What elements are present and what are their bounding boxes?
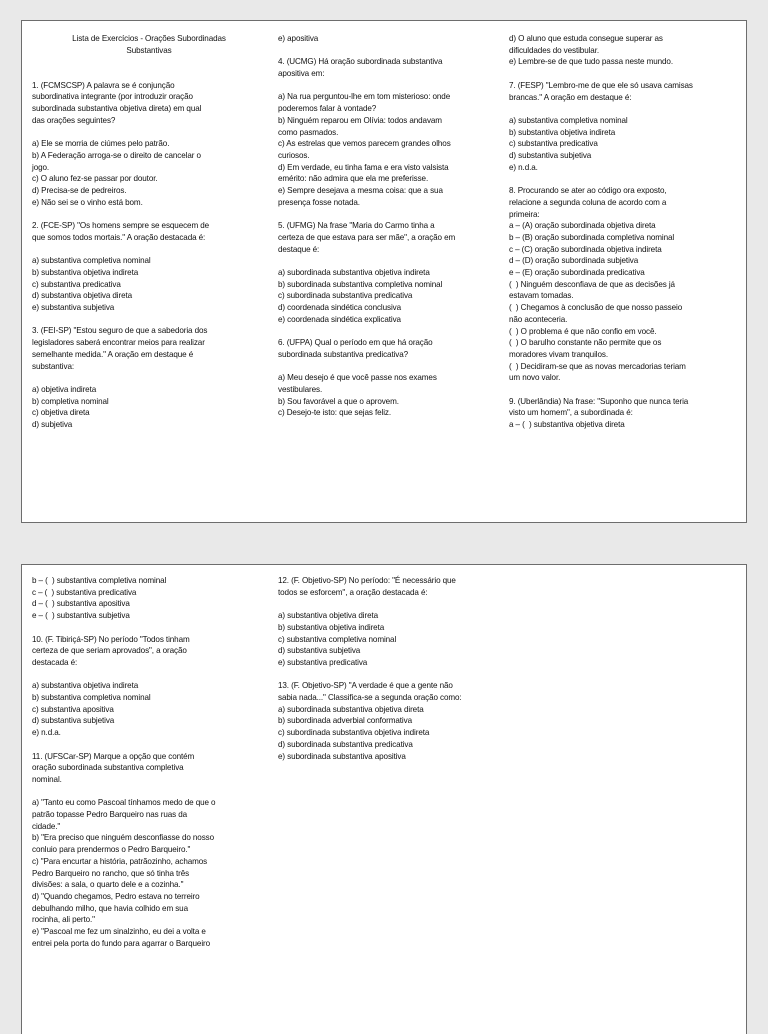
question-3-option-e: e) apositiva [278, 34, 319, 43]
page1-column-2 [278, 33, 512, 419]
question-4: 4. (UCMG) Há oração subordinada substantiva apositiva em: [278, 57, 443, 79]
question-10-options: a) substantiva objetiva indireta b) substantiva completiva nominal c) substantiva apositiva d) substantiva subjetiva e) n.d.a. [32, 681, 151, 738]
question-7-options: a) substantiva completiva nominal b) substantiva objetiva indireta c) substantiva predicativa d) substantiva subjetiva e) n.d.a. [509, 115, 628, 172]
document-page-1 [21, 20, 747, 523]
question-5: 5. (UFMG) Na frase "Maria do Carmo tinha a certeza de que estava para ser mãe", a oração em destaque é: [278, 221, 456, 254]
question-11-options: a) "Tanto eu como Pascoal tínhamos medo de que o patrão topasse Pedro Barqueiro nas ruas da cidade." b) "Era preciso que ninguém desconfiasse do nosso conluio para prendermos o Pedro Barqueiro." c) "Para encurtar a história, patrãozinho, achamos Pedro Barqueiro no rancho, que só tinha três divisões: a sala, o quarto dele e a cozinha." d) "Quando chegamos, Pedro estava no terreiro debulhando milho, que havia colhido em sua rocinha, ali perto." e) "Pascoal me fez um sinalzinho, eu dei a volta e entrei pela porta do fundo para agarrar o Barqueiro [32, 798, 216, 948]
question-8: 8. Procurando se ater ao código ora exposto, relacione a segunda coluna de acordo com a primeira: a – (A) oração subordinada objetiva direta b – (B) oração subordinada completiva nominal c – (C) oração subordinada objetiva indireta d – (D) oração subordinada subjetiva e – (E) oração subordinada predicativa ( ) Ninguém desconfiava de que as decisões já estavam tomadas. ( ) Chegamos à conclusão de que nosso passeio não aconteceria. ( ) O problema é que não confio em você. ( ) O barulho constante não permite que os moradores vivam tranquilos. ( ) Decidiram-se que as novas mercadorias teriam um novo valor. [509, 186, 686, 383]
question-1-options: a) Ele se morria de ciúmes pelo patrão. b) A Federação arroga-se o direito de cancelar o jogo. c) O aluno fez-se passar por doutor. d) Precisa-se de pedreiros. e) Não sei se o vinho está bom. [32, 139, 201, 207]
question-3-options: a) objetiva indireta b) completiva nominal c) objetiva direta d) subjetiva [32, 384, 109, 430]
question-7: 7. (FESP) "Lembro-me de que ele só usava camisas brancas." A oração em destaque é: [509, 80, 693, 102]
question-4-options: a) Na rua perguntou-lhe em tom misterioso: onde poderemos falar à vontade? b) Ninguém reparou em Olívia: todos andavam como pasmados. c) As estrelas que vemos parecem grandes olhos curiosos. d) Em verdade, eu tinha fama e era visto valsista emérito: não admira que ela me preferisse. e) Sempre desejava a mesma coisa: que a sua presença fosse notada. [278, 92, 451, 207]
question-3: 3. (FEI-SP) "Estou seguro de que a sabedoria dos legisladores saberá encontrar meios para realizar semelhante medida." A oração em destaque é substantiva: [32, 326, 208, 371]
question-10: 10. (F. Tibiriçá-SP) No período "Todos tinham certeza de que seriam aprovados", a oração destacada é: [32, 634, 190, 667]
page1-column-1 [32, 33, 266, 431]
page2-column-1 [32, 575, 266, 949]
document-page-2 [21, 564, 747, 1034]
question-1: 1. (FCMSCSP) A palavra se é conjunção subordinativa integrante (por introduzir oração subordinada substantiva objetiva direta) em qual das orações seguintes? [32, 80, 202, 125]
question-6-options: a) Meu desejo é que você passe nos exames vestibulares. b) Sou favorável a que o aprovem. c) Desejo-te isto: que sejas feliz. [278, 373, 437, 418]
question-2: 2. (FCE-SP) "Os homens sempre se esquecem de que somos todos mortais." A oração destacada é: [32, 221, 210, 242]
page2-column-2 [278, 575, 512, 762]
document-title: Lista de Exercícios - Orações Subordinadas Substantivas [72, 34, 226, 55]
question-6: 6. (UFPA) Qual o período em que há oração subordinada substantiva predicativa? [278, 338, 433, 359]
question-5-options: a) subordinada substantiva objetiva indireta b) subordinada substantiva completiva nominal c) subordinada substantiva predicativa d) coordenada sindética conclusiva e) coordenada sindética explicativa [278, 268, 443, 324]
question-9: 9. (Uberlândia) Na frase: "Suponho que nunca teria visto um homem", a subordinada é: a – ( ) substantiva objetiva direta [509, 396, 689, 430]
question-12-options: a) substantiva objetiva direta b) substantiva objetiva indireta c) substantiva completiva nominal d) substantiva subjetiva e) substantiva predicativa [278, 611, 397, 667]
question-2-options: a) substantiva completiva nominal b) substantiva objetiva indireta c) substantiva predicativa d) substantiva objetiva direta e) substantiva subjetiva [32, 256, 151, 313]
question-13: 13. (F. Objetivo-SP) "A verdade é que a gente não sabia nada..." Classifica-se a segunda oração como: a) subordinada substantiva objetiva direta b) subordinada adverbial conformativa c) subordinada substantiva objetiva indireta d) subordinada substantiva predicativa e) subordinada substantiva apositiva [278, 681, 462, 761]
question-11: 11. (UFSCar-SP) Marque a opção que contém oração subordinada substantiva completiva nominal. [32, 751, 195, 784]
question-9-options-continued: b – ( ) substantiva completiva nominal c – ( ) substantiva predicativa d – ( ) substantiva apositiva e – ( ) substantiva subjetiva [32, 576, 167, 621]
page1-column-3 [509, 33, 739, 431]
question-12: 12. (F. Objetivo-SP) No período: "É necessário que todos se esforcem", a oração destacada é: [278, 576, 456, 597]
question-6-options-continued: d) O aluno que estuda consegue superar as dificuldades do vestibular. e) Lembre-se de que tudo passa neste mundo. [509, 34, 673, 67]
